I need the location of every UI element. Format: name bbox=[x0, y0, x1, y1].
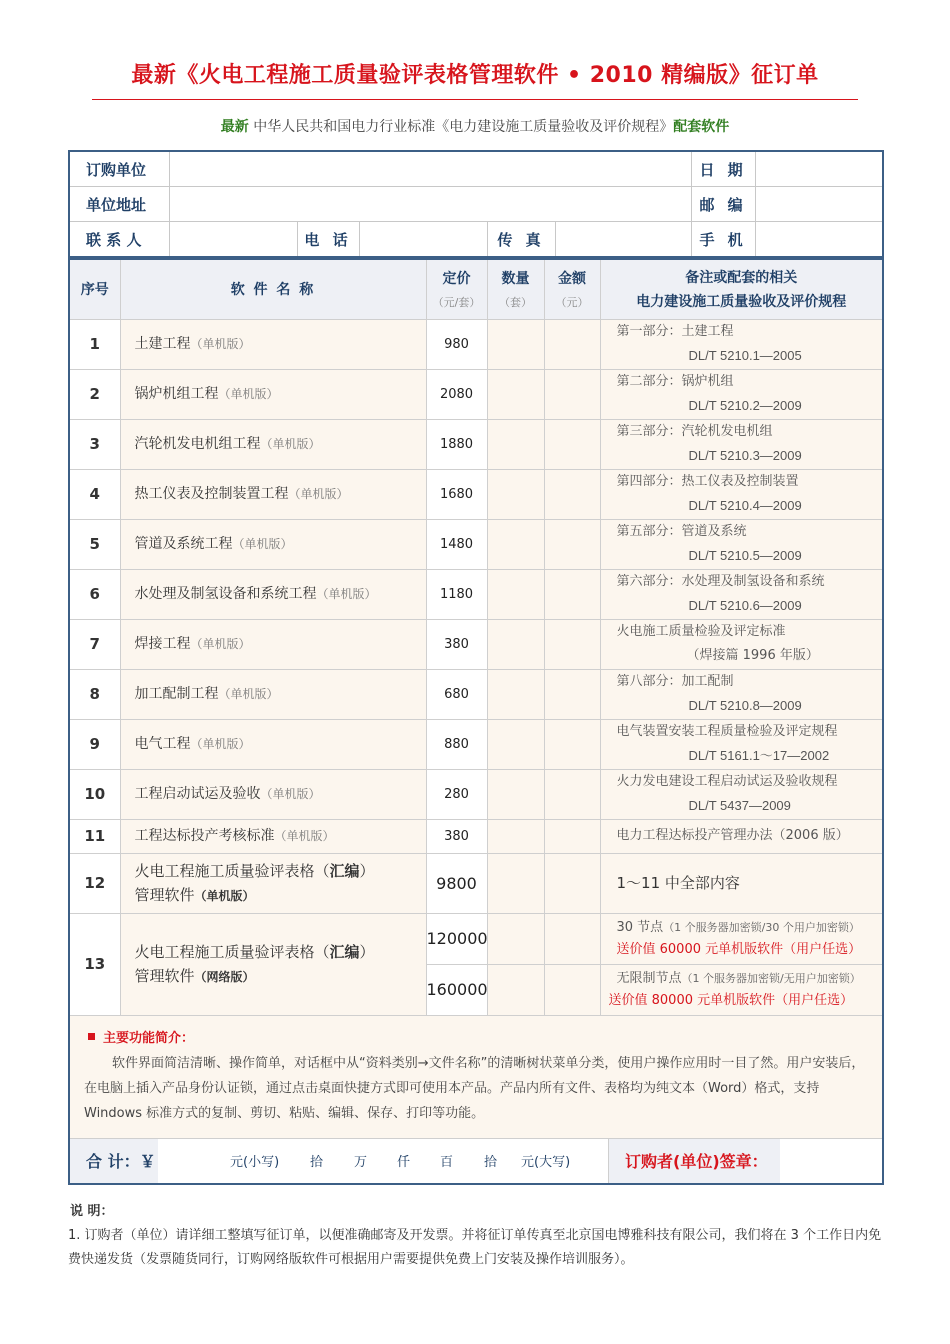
notes-text: 1. 订购者（单位）请详细工整填写征订单，以便准确邮寄及开发票。并将征订单传真至北京国电博雅科技有限公司，我们将在 3 个工作日内免费快递发货（发票随货同行，订购网络版软件可根据用户需要提供免费上门安装及操作培训服务）。 bbox=[68, 1228, 882, 1267]
software-price: 1180 bbox=[426, 569, 487, 619]
row-number: 9 bbox=[69, 719, 120, 769]
address-label: 单位地址 bbox=[69, 187, 169, 222]
total-label: 合 计：￥ bbox=[86, 1152, 156, 1171]
software-name: 水处理及制氢设备和系统工程（单机版） bbox=[120, 569, 426, 619]
table-row bbox=[69, 669, 883, 719]
software-name: 火电工程施工质量验评表格（汇编） 管理软件（单机版） bbox=[120, 853, 426, 913]
remark-cell: 电力工程达标投产管理办法（2006 版） bbox=[600, 819, 883, 853]
order-table bbox=[68, 258, 884, 1185]
page-subtitle bbox=[0, 116, 950, 136]
date-field[interactable] bbox=[755, 151, 883, 187]
software-name: 火电工程施工质量验评表格（汇编） 管理软件（网络版） bbox=[120, 913, 426, 1015]
remark-cell: 火力发电建设工程启动试运及验收规程 DL/T 5437—2009 bbox=[600, 769, 883, 819]
software-price: 380 bbox=[426, 819, 487, 853]
qty-cell[interactable] bbox=[487, 619, 544, 669]
header-seq: 序号 bbox=[69, 259, 120, 319]
subtitle-middle: 中华人民共和国电力行业标准《电力建设施工质量验收及评价规程》 bbox=[253, 119, 674, 135]
row-number: 10 bbox=[69, 769, 120, 819]
features-cell bbox=[69, 1015, 883, 1138]
table-row bbox=[69, 419, 883, 469]
remark-cell: 第六部分：水处理及制氢设备和系统 DL/T 5210.6—2009 bbox=[600, 569, 883, 619]
amount-cell[interactable] bbox=[544, 619, 600, 669]
row-number: 5 bbox=[69, 519, 120, 569]
software-price: 1480 bbox=[426, 519, 487, 569]
header-amount: 金额 （元） bbox=[544, 259, 600, 319]
qty-cell[interactable] bbox=[487, 519, 544, 569]
order-unit-field[interactable] bbox=[169, 151, 691, 187]
amount-cell[interactable] bbox=[544, 519, 600, 569]
table-row bbox=[69, 469, 883, 519]
header-remark: 备注或配套的相关 电力建设施工质量验收及评价规程 bbox=[600, 259, 883, 319]
software-name: 加工配制工程（单机版） bbox=[120, 669, 426, 719]
row-number: 3 bbox=[69, 419, 120, 469]
customer-info-table bbox=[68, 150, 884, 258]
row-number: 7 bbox=[69, 619, 120, 669]
header-name: 软 件 名 称 bbox=[120, 259, 426, 319]
amount-cell[interactable] bbox=[544, 469, 600, 519]
square-bullet-icon bbox=[88, 1033, 95, 1040]
amount-cell[interactable] bbox=[544, 419, 600, 469]
postcode-field[interactable] bbox=[755, 187, 883, 222]
qty-cell[interactable] bbox=[487, 669, 544, 719]
amount-cell[interactable] bbox=[544, 669, 600, 719]
header-qty: 数量 （套） bbox=[487, 259, 544, 319]
features-heading: 主要功能简介： bbox=[84, 1026, 868, 1051]
table-row bbox=[69, 819, 883, 853]
header-price: 定价 （元/套） bbox=[426, 259, 487, 319]
postcode-label: 邮 编 bbox=[691, 187, 755, 222]
amount-cell[interactable] bbox=[544, 769, 600, 819]
mobile-label: 手 机 bbox=[691, 222, 755, 258]
date-label: 日 期 bbox=[691, 151, 755, 187]
software-price: 680 bbox=[426, 669, 487, 719]
qty-cell[interactable] bbox=[487, 769, 544, 819]
signature-field[interactable] bbox=[780, 1139, 882, 1183]
remark-cell: 第一部分：土建工程 DL/T 5210.1—2005 bbox=[600, 319, 883, 369]
fax-field[interactable] bbox=[555, 222, 691, 258]
row-number: 6 bbox=[69, 569, 120, 619]
features-section bbox=[69, 1015, 883, 1138]
qty-cell[interactable] bbox=[487, 964, 544, 1015]
qty-cell[interactable] bbox=[487, 469, 544, 519]
mobile-field[interactable] bbox=[755, 222, 883, 258]
contact-label: 联 系 人 bbox=[69, 222, 169, 258]
software-price: 1880 bbox=[426, 419, 487, 469]
qty-cell[interactable] bbox=[487, 819, 544, 853]
software-price: 280 bbox=[426, 769, 487, 819]
remark-cell: 第五部分：管道及系统 DL/T 5210.5—2009 bbox=[600, 519, 883, 569]
total-row bbox=[69, 1138, 883, 1184]
table-row bbox=[69, 769, 883, 819]
table-row bbox=[69, 913, 883, 964]
amount-cell[interactable] bbox=[544, 913, 600, 964]
amount-cell[interactable] bbox=[544, 719, 600, 769]
software-name: 工程达标投产考核标准（单机版） bbox=[120, 819, 426, 853]
qty-cell[interactable] bbox=[487, 719, 544, 769]
software-price: 380 bbox=[426, 619, 487, 669]
subtitle-suffix: 配套软件 bbox=[673, 119, 730, 135]
remark-cell: 电气装置安装工程质量检验及评定规程 DL/T 5161.1～17—2002 bbox=[600, 719, 883, 769]
fax-label: 传 真 bbox=[487, 222, 555, 258]
remark-cell: 第四部分：热工仪表及控制装置 DL/T 5210.4—2009 bbox=[600, 469, 883, 519]
order-unit-label: 订购单位 bbox=[69, 151, 169, 187]
remark-cell: 1～11 中全部内容 bbox=[600, 853, 883, 913]
qty-cell[interactable] bbox=[487, 369, 544, 419]
total-amount-field[interactable]: 元(小写) 拾 万 仟 百 拾 元(大写) bbox=[158, 1139, 608, 1183]
software-name: 管道及系统工程（单机版） bbox=[120, 519, 426, 569]
amount-cell[interactable] bbox=[544, 569, 600, 619]
software-name: 热工仪表及控制装置工程（单机版） bbox=[120, 469, 426, 519]
software-name: 焊接工程（单机版） bbox=[120, 619, 426, 669]
notes-heading: 说 明： bbox=[70, 1204, 114, 1219]
qty-cell[interactable] bbox=[487, 419, 544, 469]
software-price: 2080 bbox=[426, 369, 487, 419]
software-name: 工程启动试运及验收（单机版） bbox=[120, 769, 426, 819]
contact-field[interactable] bbox=[169, 222, 297, 258]
phone-field[interactable] bbox=[359, 222, 487, 258]
software-price: 160000 bbox=[426, 964, 487, 1015]
amount-cell[interactable] bbox=[544, 964, 600, 1015]
table-row bbox=[69, 569, 883, 619]
small-unit: 元(小写) bbox=[230, 1155, 280, 1170]
row-number: 12 bbox=[69, 853, 120, 913]
subtitle-prefix: 最新 bbox=[220, 119, 249, 135]
table-row bbox=[69, 519, 883, 569]
software-name: 锅炉机组工程（单机版） bbox=[120, 369, 426, 419]
table-row bbox=[69, 853, 883, 913]
row-number: 2 bbox=[69, 369, 120, 419]
row-number: 11 bbox=[69, 819, 120, 853]
table-row bbox=[69, 369, 883, 419]
qty-cell[interactable] bbox=[487, 913, 544, 964]
address-field[interactable] bbox=[169, 187, 691, 222]
software-price: 880 bbox=[426, 719, 487, 769]
page-title: 最新《火电工程施工质量验评表格管理软件 • 2010 精编版》征订单 bbox=[131, 63, 819, 88]
remark-cell: 火电施工质量检验及评定标准 （焊接篇 1996 年版） bbox=[600, 619, 883, 669]
features-text: 软件界面简洁清晰、操作简单，对话框中从“资料类别→文件名称”的清晰树状菜单分类，使用户操作应用时一目了然。用户安装后，在电脑上插入产品身份认证锁，通过点击桌面快捷方式即可使用本产品。产品内所有文件、表格均为纯文本（Word）格式，支持 Windows 标准方式的复制、剪切、粘贴、编辑、保存、打印等功能。 bbox=[84, 1055, 865, 1121]
signature-label: 订购者(单位)签章： bbox=[608, 1139, 780, 1183]
qty-cell[interactable] bbox=[487, 319, 544, 369]
remark-cell: 无限制节点（1 个服务器加密锁/无用户加密锁） 送价值 80000 元单机版软件（用户任选） bbox=[600, 964, 883, 1015]
table-row bbox=[69, 319, 883, 369]
amount-cell[interactable] bbox=[544, 819, 600, 853]
software-name: 电气工程（单机版） bbox=[120, 719, 426, 769]
software-price: 980 bbox=[426, 319, 487, 369]
row-number: 8 bbox=[69, 669, 120, 719]
amount-cell[interactable] bbox=[544, 369, 600, 419]
table-row bbox=[69, 719, 883, 769]
row-number: 4 bbox=[69, 469, 120, 519]
qty-cell[interactable] bbox=[487, 569, 544, 619]
table-row bbox=[69, 619, 883, 669]
remark-cell: 第三部分：汽轮机发电机组 DL/T 5210.3—2009 bbox=[600, 419, 883, 469]
software-name: 汽轮机发电机组工程（单机版） bbox=[120, 419, 426, 469]
amount-cell[interactable] bbox=[544, 853, 600, 913]
software-price: 120000 bbox=[426, 913, 487, 964]
row-number: 13 bbox=[69, 913, 120, 1015]
row-number: 1 bbox=[69, 319, 120, 369]
software-price: 1680 bbox=[426, 469, 487, 519]
amount-cell[interactable] bbox=[544, 319, 600, 369]
remark-cell: 第八部分：加工配制 DL/T 5210.8—2009 bbox=[600, 669, 883, 719]
remark-cell: 第二部分：锅炉机组 DL/T 5210.2—2009 bbox=[600, 369, 883, 419]
notes-section bbox=[68, 1200, 882, 1272]
title-divider bbox=[92, 99, 858, 100]
remark-cell: 30 节点（1 个服务器加密锁/30 个用户加密锁） 送价值 60000 元单机版软件（用户任选） bbox=[600, 913, 883, 964]
qty-cell[interactable] bbox=[487, 853, 544, 913]
phone-label: 电 话 bbox=[297, 222, 359, 258]
software-name: 土建工程（单机版） bbox=[120, 319, 426, 369]
software-price: 9800 bbox=[426, 853, 487, 913]
